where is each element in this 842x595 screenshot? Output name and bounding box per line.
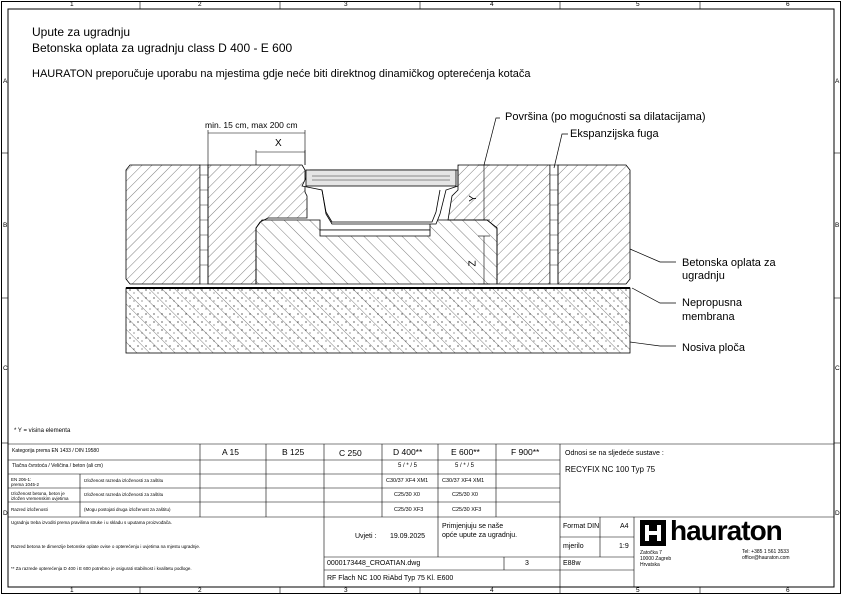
col-label-6: 6 — [786, 1, 790, 8]
row2-val-d: 5 / * / 5 — [398, 463, 418, 469]
general-note: Primjenjuju se naše opće upute za ugradnju. — [442, 523, 518, 539]
row-label-c: C — [3, 365, 8, 372]
col-label-2: 2 — [198, 1, 202, 8]
exp-e-1: C30/37 XF4 XM1 — [442, 478, 485, 484]
surface-left — [126, 165, 200, 284]
company-address: Zatočka 7 10000 Zagreb Hrvatska — [640, 550, 672, 568]
class-f900: F 900** — [511, 447, 540, 457]
date-value: 19.09.2025 — [390, 533, 426, 540]
mid-cell-a: Izloženost razreda izloženosti za zaštitu — [84, 478, 164, 483]
left-cell-c: Razred izloženosti — [11, 507, 48, 512]
class-c250: C 250 — [339, 448, 362, 458]
class-e600: E 600** — [451, 447, 480, 457]
exp-d-3: C25/30 XF3 — [394, 507, 424, 513]
label-membrane-2: membrana — [682, 311, 735, 323]
format-value: A4 — [620, 523, 629, 530]
footnote: * Y = visina elementa — [14, 428, 71, 434]
scale-label: mjerilo — [563, 543, 584, 550]
relates-value: RECYFIX NC 100 Typ 75 — [565, 465, 656, 474]
left-cell-b: Izloženost betona, beton je izložen vremenskim uvjetima — [11, 491, 69, 501]
class-a15: A 15 — [222, 447, 240, 457]
dim-x-label: X — [275, 138, 282, 149]
recommendation-text: HAURATON preporučuje uporabu na mjestima gdje neće biti direktnog dinamičkog opterećenja kotača — [32, 68, 531, 80]
note-1: Ugradnju treba izvoditi prema pravilima struke i u skladu s uputama proizvođača. — [11, 520, 172, 525]
class-b125: B 125 — [282, 447, 305, 457]
row-label-a: A — [3, 78, 8, 85]
scale-value: 1:9 — [619, 543, 629, 550]
exp-e-3: C25/30 XF3 — [452, 507, 482, 513]
label-expansion-joint: Ekspanzijska fuga — [570, 128, 659, 140]
label-membrane-1: Nepropusna — [682, 297, 742, 309]
exp-d-2: C25/30 X0 — [394, 492, 420, 498]
col-label-3b: 3 — [344, 587, 348, 594]
date-label: Uvjeti : — [355, 533, 377, 540]
left-cell-a: EN 206-1: prema 1045-2 — [11, 477, 40, 487]
mid-cell-b: Izloženost razreda izloženosti za zaštitu — [84, 492, 164, 497]
joint-left — [200, 165, 208, 284]
exp-e-2: C25/30 X0 — [452, 492, 478, 498]
company-phone: Tel: +385 1 561 3533 — [742, 549, 789, 555]
dim-y-label: Y — [467, 195, 479, 202]
label-slab: Nosiva ploča — [682, 342, 745, 354]
logo-mark — [640, 520, 666, 546]
col-label-2b: 2 — [198, 587, 202, 594]
col-label-1b: 1 — [70, 587, 74, 594]
row1-label: Kategorija prema EN 1433 / DIN 19580 — [12, 448, 99, 454]
label-surface: Površina (po mogućnosti sa dilatacijama) — [505, 111, 706, 123]
sheet-label: E88w — [563, 560, 581, 567]
row2-val-e: 5 / * / 5 — [455, 463, 475, 469]
label-concrete-1: Betonska oplata za — [682, 257, 776, 269]
row-label-d-r: D — [835, 510, 840, 517]
base-slab-dots — [126, 288, 630, 353]
dim-z-label: Z — [467, 260, 479, 267]
exp-d-1: C30/37 XF4 XM1 — [386, 478, 429, 484]
col-label-1: 1 — [70, 1, 74, 8]
note-2: Razred betona te dimenzije betonske oplate ovise o opterećenju i uvjetima na mjestu ugradnje. — [11, 544, 201, 549]
relates-label: Odnosi se na sljedeće sustave : — [565, 450, 664, 457]
surface-right — [558, 165, 630, 284]
col-label-4b: 4 — [490, 587, 494, 594]
note-3: ** Za razrede opterećenja D 400 i E 600 potrebno je osigurati stabilnost i kvalitetu podloge. — [11, 566, 192, 571]
company-email: office@hauraton.com — [742, 555, 790, 561]
page-title: Upute za ugradnju — [32, 25, 131, 39]
row-label-c-r: C — [835, 365, 840, 372]
col-label-6b: 6 — [786, 587, 790, 594]
row-label-b-r: B — [835, 222, 840, 229]
company-logo-text: hauraton — [670, 515, 782, 546]
file-name: 0000173448_CROATIAN.dwg — [327, 560, 421, 567]
joint-right — [550, 165, 558, 284]
page-subtitle: Betonska oplata za ugradnju class D 400 - E 600 — [32, 41, 293, 55]
row2-label: Tlačna čvrstoća / Veličina / beton (ali cm) — [12, 463, 103, 469]
revision: 3 — [525, 560, 529, 567]
format-label: Format DIN — [563, 523, 600, 530]
col-label-4: 4 — [490, 1, 494, 8]
label-concrete-2: ugradnju — [682, 270, 725, 282]
class-d400: D 400** — [393, 447, 423, 457]
row-label-a-r: A — [835, 78, 840, 85]
col-label-5: 5 — [636, 1, 640, 8]
col-label-3: 3 — [344, 1, 348, 8]
mid-cell-c: (Mogu postojati druga izloženost za zaštitu) — [84, 507, 171, 512]
dim-span-label: min. 15 cm, max 200 cm — [205, 120, 298, 130]
product-line: RF Flach NC 100 RiAbd Typ 75 Kl. E600 — [327, 575, 454, 582]
row-label-d: D — [3, 510, 8, 517]
col-label-5b: 5 — [636, 587, 640, 594]
row-label-b: B — [3, 222, 8, 229]
